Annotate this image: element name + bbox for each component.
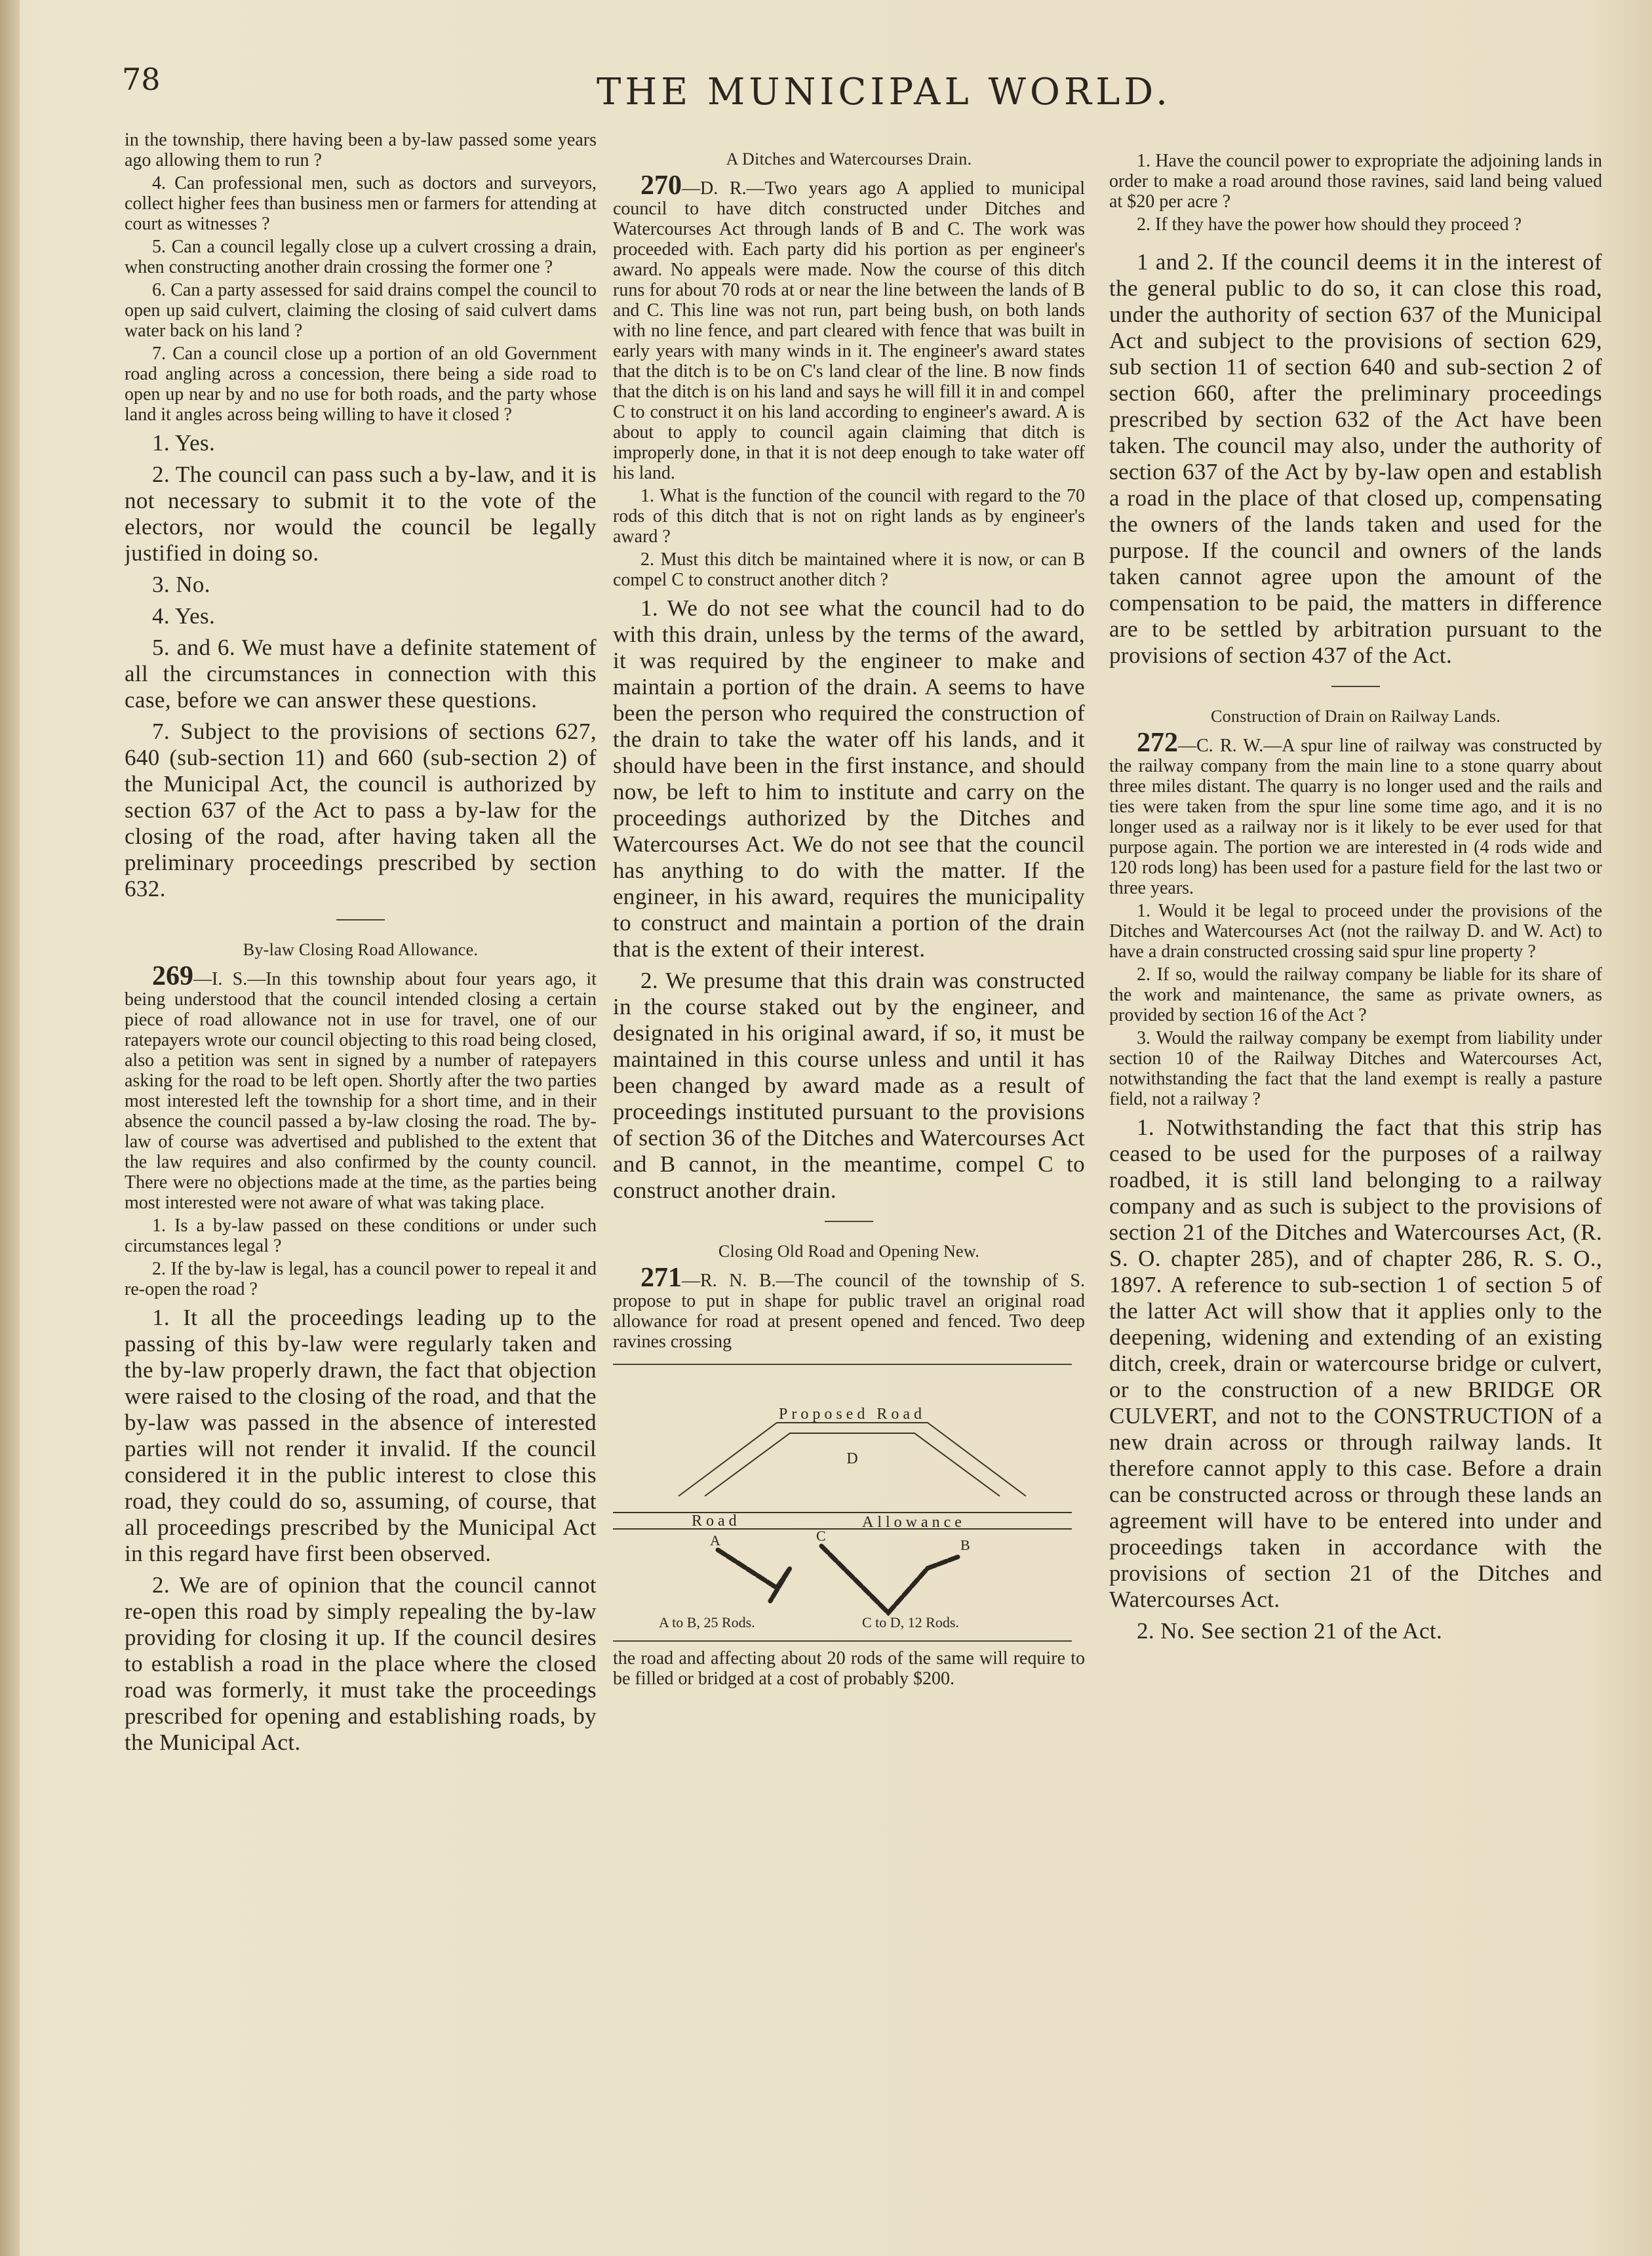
letter-c: C — [816, 1528, 826, 1544]
answer-3: 3. No. — [152, 572, 210, 597]
proposed-road-label: Proposed Road — [779, 1406, 926, 1423]
question-269 — [125, 961, 597, 1213]
answer-1: 1. Yes. — [152, 430, 216, 456]
question-272-1: 1. Would it be legal to proceed under the provisions of the Ditches and Watercourses Act (not the railway D. and W. Act) to have a drain constructed crossing said spur line property ? — [1109, 901, 1602, 962]
question-271 — [613, 1263, 1085, 1352]
answer-269-2: 2. We are of opinion that the council cannot re-open this road by simply repealing the by-law providing for closing it up. If the council desires to establish a road in the place where the closed road was formerly, it must take the proceedings prescribed for opening and establishing roads, by the Municipal Act. — [125, 1572, 597, 1755]
answer-5-6: 5. and 6. We must have a definite statement of all the circumstances in connection with this case, before we can answer these questions. — [125, 635, 597, 713]
answer-272-2: 2. No. See section 21 of the Act. — [1137, 1618, 1443, 1644]
masthead-title: THE MUNICIPAL WORLD. — [597, 71, 1171, 113]
letter-d: D — [846, 1450, 858, 1467]
question-270-text: —D. R.—Two years ago A applied to municipal council to have ditch constructed under Ditches and Watercourses Act through lands of B and C. The work was proceeded with. Each party did his portion as per engineer's award. No appeals were made. Now the course of this ditch runs for about 70 rods at or near the line between the lands of B and C. This line was not run, part being bush, on both lands with no line fence, and part cleared with fence that was built in early years with many winds in it. The engineer's award states that the ditch is to be on C's land clear of the line. B now finds that the ditch is on his land and says he will fill it in and compel C to construct it on his land according to engineer's award. A is about to apply to council again claiming that ditch is improperly done, in that it is not deep enough to take water off his land. — [613, 178, 1085, 483]
item-number-272: 272 — [1137, 728, 1178, 758]
question-4: 4. Can professional men, such as doctors and surveyors, collect higher fees than business men or farmers for attending at court as witnesses ? — [125, 173, 597, 234]
answer-7: 7. Subject to the provisions of sections 627, 640 (sub-section 11) and 660 (sub-section 2) of the Municipal Act, the council is authorized by section 637 of the Act to pass a by-law for the closing of the road, after having taken all the preliminary proceedings prescribed by section 632. — [125, 719, 597, 901]
ravine-c-line — [821, 1546, 959, 1613]
question-272-text: —C. R. W.—A spur line of railway was constructed by the railway company from the main line to a stone quarry about three miles distant. The quarry is no longer used and the rails and ties were taken from the spur line some time ago, and it is no longer used as a railway nor is it likely to be ever used for that purpose again. The portion we are interested in (4 rods wide and 120 rods long) has been used for a pasture field for the last two or three years. — [1109, 736, 1602, 898]
column-3 — [1109, 130, 1602, 2202]
section-divider — [1331, 686, 1380, 687]
question-272 — [1109, 728, 1602, 898]
column-1 — [125, 130, 597, 2202]
road-diagram — [613, 1364, 1072, 1642]
question-269-1: 1. Is a by-law passed on these conditions or under such circumstances legal ? — [125, 1216, 597, 1256]
heading-270: A Ditches and Watercourses Drain. — [726, 149, 972, 168]
question-269-2: 2. If the by-law is legal, has a council power to repeal it and re-open the road ? — [125, 1259, 597, 1299]
item-number-271: 271 — [640, 1263, 682, 1293]
letter-a: A — [710, 1532, 720, 1549]
allowance-label: Allowance — [862, 1514, 966, 1531]
answer-2: 2. The council can pass such a by-law, and it is not necessary to submit it to the vote of the electors, nor would the council be legally justified in doing so. — [125, 462, 597, 566]
road-label: Road — [692, 1513, 741, 1530]
answer-4: 4. Yes. — [152, 603, 216, 629]
page-number: 78 — [122, 62, 161, 97]
heading-269: By-law Closing Road Allowance. — [243, 940, 479, 959]
binding-edge — [0, 0, 20, 2256]
question-270 — [613, 170, 1085, 483]
section-divider — [825, 1221, 873, 1222]
question-270-2: 2. Must this ditch be maintained where it is now, or can B compel C to construct another ditch ? — [613, 549, 1085, 590]
question-271-continued: the road and affecting about 20 rods of the same will require to be filled or bridged at a cost of probably $200. — [613, 1648, 1085, 1689]
answer-269-1: 1. It all the proceedings leading up to the passing of this by-law were regularly taken and the by-law properly drawn, the fact that objection were raised to the closing of the road, and that the by-law was passed in the absence of interested parties will not render it invalid. If the council considered it in the public interest to close this road, they could do so, assuming, of course, that all proceedings prescribed by the Municipal Act in this regard have first been observed. — [125, 1305, 597, 1566]
column-2 — [613, 130, 1085, 2202]
question-continued: in the township, there having been a by-law passed some years ago allowing them to run ? — [125, 130, 597, 170]
caption-c-to-d: C to D, 12 Rods. — [862, 1614, 959, 1631]
question-272-3: 3. Would the railway company be exempt from liability under section 10 of the Railway Ditches and Watercourses Act, notwithstanding the fact that the land exempt is really a pasture field, not a railway ? — [1109, 1028, 1602, 1109]
heading-271: Closing Old Road and Opening New. — [718, 1242, 980, 1261]
answer-270-2: 2. We presume that this drain was constructed in the course staked out by the engineer, and designated in his original award, if so, it must be maintained in this course unless and until it has been changed by award made as a result of proceedings instituted pursuant to the provisions of section 36 of the Ditches and Watercourses Act and B cannot, in the meantime, compel C to construct another drain. — [613, 968, 1085, 1203]
question-6: 6. Can a party assessed for said drains compel the council to open up said culvert, claiming the closing of said culvert dams water back on his land ? — [125, 280, 597, 341]
question-7: 7. Can a council close up a portion of an old Government road angling across a concession, there being a side road to open up near by and no use for both roads, and the party whose land it angles across being willing to have it closed ? — [125, 344, 597, 425]
ravine-a-line — [718, 1550, 790, 1601]
item-number-270: 270 — [640, 170, 682, 201]
caption-a-to-b: A to B, 25 Rods. — [659, 1614, 755, 1631]
question-270-1: 1. What is the function of the council with regard to the 70 rods of this ditch that is not on right lands as by engineer's award ? — [613, 486, 1085, 547]
answer-272-1: 1. Notwithstanding the fact that this strip has ceased to be used for the purposes of a railway roadbed, it is still land belonging to a railway company and as such is subject to the provisions of section 21 of the Ditches and Watercourses Act, (R. S. O. chapter 285), and of chapter 286, R. S. O., 1897. A reference to sub-section 1 of section 5 of the latter Act will show that it applies only to the deepening, widening and extending of an existing ditch, creek, drain or watercourse bridge or culvert, or to the construction of a new BRIDGE OR CULVERT, and not to the CONSTRUCTION of a new drain across or through railway lands. It therefore cannot apply to this case. Before a drain can be constructed across or through these lands an agreement will have to be entered into under and proceedings taken in accordance with the provisions of section 21 of the Ditches and Watercourses Act. — [1109, 1115, 1602, 1612]
answer-270-1: 1. We do not see what the council had to do with this drain, unless by the terms of the award, it was required by the engineer to make and maintain a portion of the drain. A seems to have been the person who required the construction of the drain to take the water off his lands, and it should have been in the first instance, and should now, be left to him to institute and carry on the proceedings authorized by the Ditches and Watercourses Act. We do not see that the council has anything to do with the matter. If the engineer, in his award, requires the municipality to construct and maintain a portion of the drain that is the extent of their interest. — [613, 595, 1085, 962]
road-diagram-svg — [613, 1365, 1072, 1640]
heading-272: Construction of Drain on Railway Lands. — [1210, 707, 1501, 726]
item-number-269: 269 — [152, 961, 193, 991]
question-271-1: 1. Have the council power to expropriate the adjoining lands in order to make a road around those ravines, said land being valued at $20 per acre ? — [1109, 151, 1602, 212]
answer-271: 1 and 2. If the council deems it in the interest of the general public to do so, it can close this road, under the authority of section 637 of the Municipal Act and subject to the provisions of section 629, sub section 11 of section 640 and sub-section 2 of section 660, after the preliminary proceedings prescribed by section 632 of the Act have been taken. The council may also, under the authority of section 637 of the Act by by-law open and establish a road in the place of that closed up, compensating the owners of the lands taken and used for the purpose. If the council and owners of the lands taken cannot agree upon the amount of the compensation to be paid, the matters in difference are to be settled by arbitration pursuant to the provisions of section 437 of the Act. — [1109, 249, 1602, 668]
question-272-2: 2. If so, would the railway company be liable for its share of the work and maintenance, the same as private owners, as provided by section 16 of the Act ? — [1109, 964, 1602, 1025]
letter-b: B — [960, 1537, 970, 1553]
question-269-text: —I. S.—In this township about four years ago, it being understood that the council intended closing a certain piece of road allowance not in use for travel, one of our ratepayers wrote our council objecting to this road being closed, also a petition was sent in signed by a number of ratepayers asking for the road to be left open. Shortly after the two parties most interested left the township for a short time, and in their absence the council passed a by-law closing the road. The by-law of course was advertised and published to the extent that the law requires and also confirmed by the county council. There were no objections made at the time, as the parties being most interested were not aware of what was taking place. — [125, 969, 597, 1213]
section-divider — [336, 919, 385, 920]
question-271-text: —R. N. B.—The council of the township of S. propose to put in shape for public travel an original road allowance for road at present opened and fenced. Two deep ravines crossing — [613, 1271, 1085, 1352]
question-5: 5. Can a council legally close up a culvert crossing a drain, when constructing another drain crossing the former one ? — [125, 237, 597, 277]
question-271-2: 2. If they have the power how should they proceed ? — [1137, 214, 1522, 235]
